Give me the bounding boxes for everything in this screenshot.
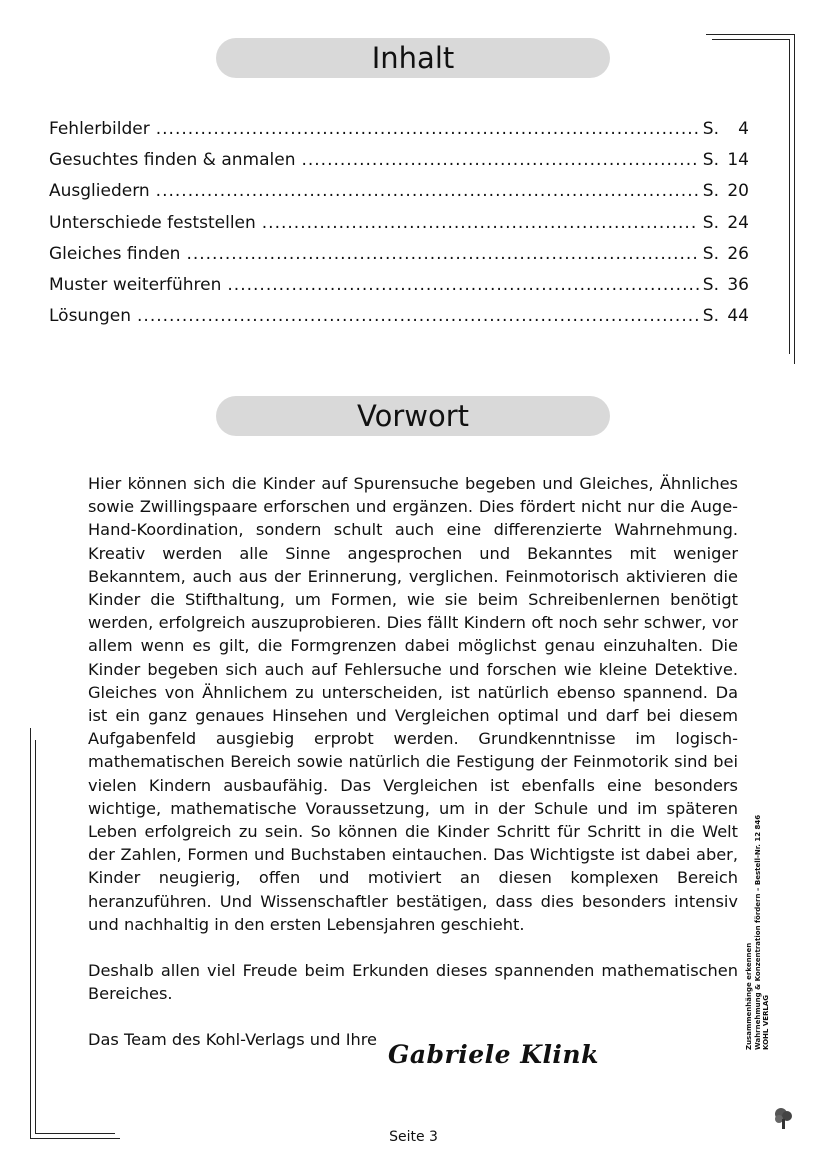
toc-leader-dots bbox=[186, 239, 698, 270]
toc-label: Gesuchtes finden & anmalen bbox=[49, 150, 296, 171]
preface-heading-text: Vorwort bbox=[356, 399, 469, 433]
frame-line bbox=[30, 728, 31, 1138]
toc-page-prefix: S. bbox=[702, 150, 719, 171]
sidebar-subtitle: Wahrnehmung & Konzentration fördern – Bestell-Nr. 12 846 bbox=[753, 814, 762, 1050]
toc-label: Fehlerbilder bbox=[49, 119, 150, 139]
preface-body bbox=[88, 472, 738, 1052]
toc-leader-dots bbox=[262, 208, 699, 239]
toc-label: Unterschiede feststellen bbox=[49, 212, 256, 233]
sidebar-title: Zusammenhänge erkennen bbox=[745, 942, 753, 1050]
toc-leader-dots bbox=[137, 301, 699, 332]
toc-page-number: 20 bbox=[727, 181, 749, 202]
toc-leader-dots bbox=[301, 145, 698, 176]
toc-leader-dots bbox=[156, 176, 699, 207]
preface-heading bbox=[216, 396, 610, 436]
toc-entry[interactable] bbox=[49, 176, 749, 207]
toc-page-prefix: S. bbox=[702, 181, 719, 202]
toc-page-prefix: S. bbox=[702, 212, 719, 233]
frame-line bbox=[35, 1133, 115, 1134]
toc-label: Muster weiterführen bbox=[49, 274, 222, 295]
toc-entry[interactable] bbox=[49, 239, 749, 270]
contents-heading bbox=[216, 38, 610, 78]
table-of-contents bbox=[49, 114, 749, 332]
toc-page-number: 26 bbox=[727, 243, 749, 264]
toc-label: Gleiches finden bbox=[49, 243, 181, 264]
frame-line bbox=[706, 34, 794, 35]
preface-closing: Das Team des Kohl-Verlags und Ihre bbox=[88, 1030, 377, 1050]
toc-entry[interactable] bbox=[49, 114, 749, 145]
sidebar-imprint bbox=[745, 750, 771, 1050]
frame-line bbox=[30, 1138, 120, 1139]
toc-leader-dots bbox=[227, 270, 698, 301]
toc-page-prefix: S. bbox=[702, 274, 719, 295]
preface-paragraph: Hier können sich die Kinder auf Spurensuche begeben und Gleiches, Ähnliches sowie Zwillingspaare erforschen und ergänzen. Dies fördert nicht nur die Auge-Hand-Koordination, sondern schult auch eine differenzierte Wahrnehmung. Kreativ werden alle Sinne angesprochen und Bekanntes mit weniger Bekanntem, auch aus der Erinnerung, verglichen. Feinmotorisch aktivieren die Kinder die Stifthaltung, um Formen, wie sie beim Schreibenlernen benötigt werden, erfolgreich auszuprobieren. Dies fällt Kindern oft noch sehr schwer, vor allem wenn es gilt, die Formgrenzen dabei möglichst genau einzuhalten. Die Kinder begeben sich auch auf Fehlersuche und forschen wie kleine Detektive. Gleiches von Ähnlichem zu unterscheiden, ist natürlich ebenso spannend. Da ist ein ganz genaues Hinsehen und Vergleichen optimal und darf bei diesem Aufgabenfeld ausgiebig erprobt werden. Grundkenntnisse im logisch-mathematischen Bereich sowie natürlich die Festigung der Feinmotorik sind bei vielen Kindern ausbaufähig. Das Vergleichen ist ebenfalls eine besonders wichtige, mathematische Voraussetzung, um in der Schule und im späteren Leben erfolgreich zu sein. So können die Kinder Schritt für Schritt in die Welt der Zahlen, Formen und Buchstaben eintauchen. Das Wichtigste ist dabei aber, Kinder neugierig, offen und motiviert an diesen komplexen Bereich heranzuführen. Und Wissenschaftler bestätigen, dass dies besonders intensiv und nachhaltig in den ersten Lebensjahren geschieht. bbox=[88, 474, 738, 934]
toc-entry[interactable] bbox=[49, 145, 749, 176]
toc-leader-dots bbox=[156, 114, 699, 145]
frame-line bbox=[789, 39, 790, 354]
toc-page-prefix: S. bbox=[702, 306, 719, 327]
frame-line bbox=[712, 39, 790, 40]
toc-page-prefix: S. bbox=[702, 243, 719, 264]
toc-page-number: 24 bbox=[727, 212, 749, 233]
toc-label: Ausgliedern bbox=[49, 181, 150, 202]
frame-line bbox=[35, 740, 36, 1134]
toc-entry[interactable] bbox=[49, 270, 749, 301]
contents-heading-text: Inhalt bbox=[371, 41, 455, 75]
toc-page-number: 44 bbox=[727, 306, 749, 327]
frame-line bbox=[794, 34, 795, 364]
toc-entry[interactable] bbox=[49, 208, 749, 239]
sidebar-publisher: KOHL VERLAG bbox=[762, 994, 770, 1050]
toc-page-number: 36 bbox=[727, 274, 749, 295]
page-number-footer: Seite 3 bbox=[389, 1129, 438, 1145]
toc-page-number: 14 bbox=[727, 150, 749, 171]
toc-entry[interactable] bbox=[49, 301, 749, 332]
author-signature: Gabriele Klink bbox=[388, 1040, 599, 1069]
toc-page-prefix: S. bbox=[702, 119, 719, 139]
tree-logo-icon bbox=[771, 1105, 797, 1131]
toc-page-number: 4 bbox=[738, 119, 749, 139]
toc-label: Lösungen bbox=[49, 306, 132, 327]
preface-paragraph: Deshalb allen viel Freude beim Erkunden dieses spannenden mathematischen Bereiches. bbox=[88, 961, 738, 1004]
